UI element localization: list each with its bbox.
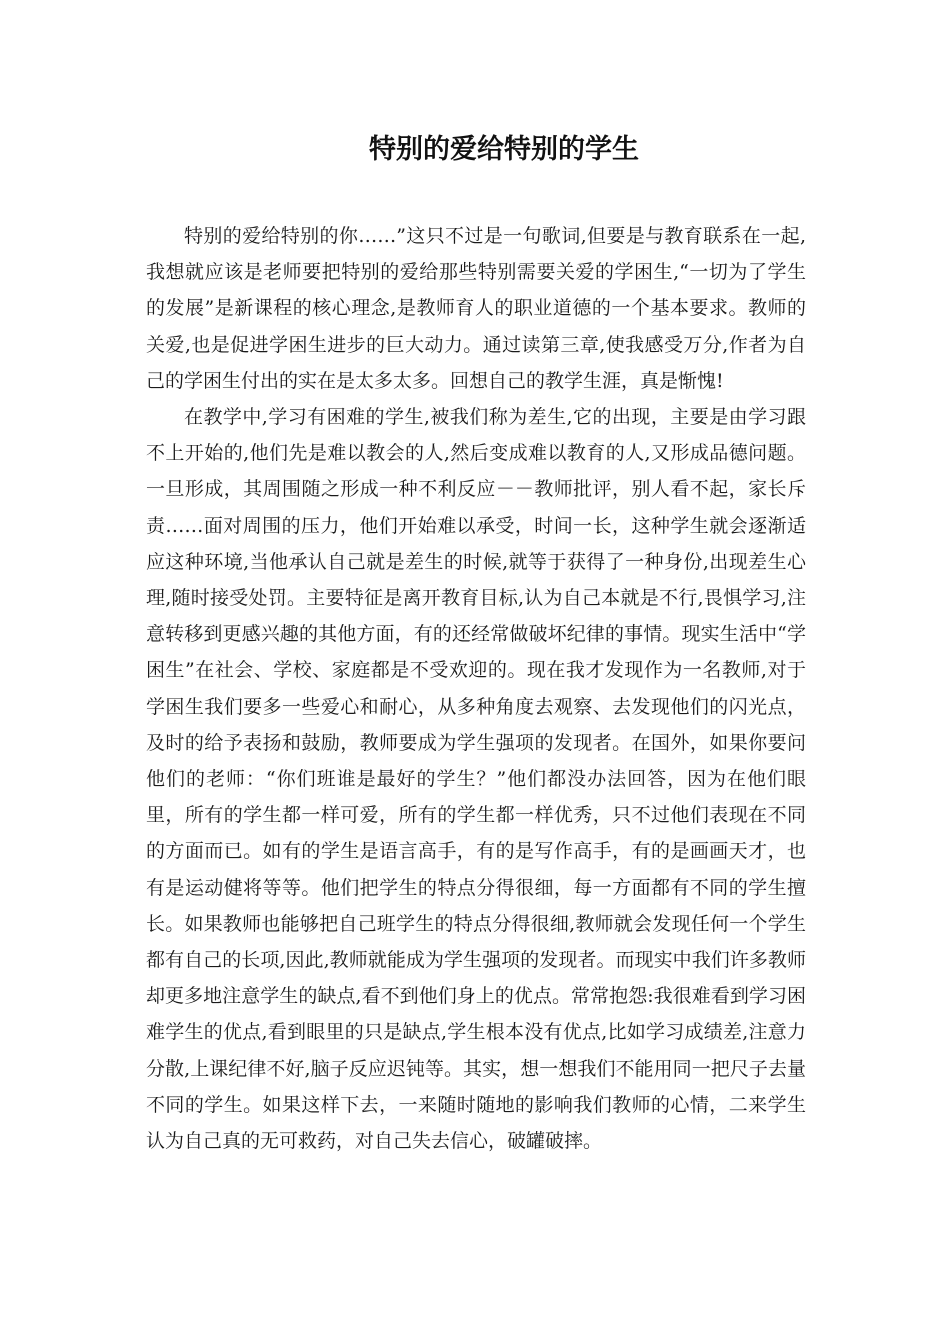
paragraph-1: 特别的爱给特别的你……”这只不过是一句歌词,但要是与教育联系在一起,我想就应该是老师要把特别的爱给那些特别需要关爱的学困生,“一切为了学生的发展”是新课程的核心理念,是教师育人的职业道德的一个基本要求。教师的关爱,也是促进学困生进步的巨大动力。通过读第三章,使我感受万分,作者为自己的学困生付出的实在是太多太多。回想自己的教学生涯，真是惭愧!	[146, 225, 806, 392]
paragraph-2: 在教学中,学习有困难的学生,被我们称为差生,它的出现，主要是由学习跟不上开始的,他们先是难以教会的人,然后变成难以教育的人,又形成品德问题。一旦形成，其周围随之形成一种不利反应－－教师批评，别人看不起，家长斥责……面对周围的压力，他们开始难以承受，时间一长，这种学生就会逐渐适应这种环境,当他承认自己就是差生的时候,就等于获得了一种身份,出现差生心理,随时接受处罚。主要特征是离开教育目标,认为自己本就是不行,畏惧学习,注意转移到更感兴趣的其他方面，有的还经常做破坏纪律的事情。现实生活中“学困生”在社会、学校、家庭都是不受欢迎的。现在我才发现作为一名教师,对于学困生我们要多一些爱心和耐心，从多种角度去观察、去发现他们的闪光点，及时的给予表扬和鼓励，教师要成为学生强项的发现者。在国外，如果你要问他们的老师：“你们班谁是最好的学生？”他们都没办法回答，因为在他们眼里，所有的学生都一样可爱，所有的学生都一样优秀，只不过他们表现在不同的方面而已。如有的学生是语言高手，有的是写作高手，有的是画画天才，也有是运动健将等等。他们把学生的特点分得很细，每一方面都有不同的学生擅长。如果教师也能够把自己班学生的特点分得很细,教师就会发现任何一个学生都有自己的长项,因此,教师就能成为学生强项的发现者。而现实中我们许多教师却更多地注意学生的缺点,看不到他们身上的优点。常常抱怨:我很难看到学习困难学生的优点,看到眼里的只是缺点,学生根本没有优点,比如学习成绩差,注意力分散,上课纪律不好,脑子反应迟钝等。其实，想一想我们不能用同一把尺子去量不同的学生。如果这样下去，一来随时随地的影响我们教师的心情，二来学生认为自己真的无可救药，对自己失去信心，破罐破摔。	[146, 406, 806, 1153]
page-title: 特别的爱给特别的学生	[369, 134, 639, 165]
document-body	[146, 218, 806, 1159]
